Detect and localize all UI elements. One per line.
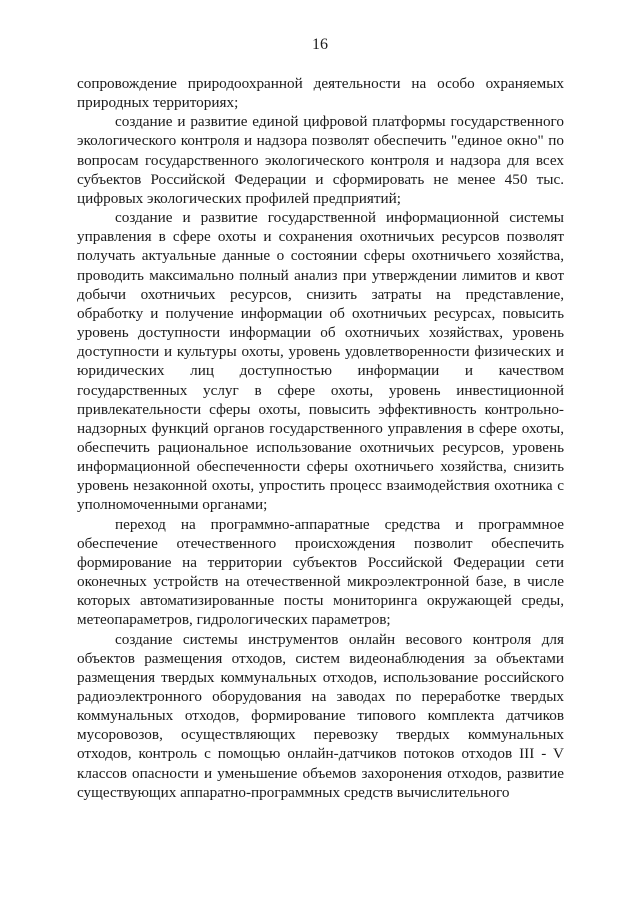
paragraph-hunting-information-system: создание и развитие государственной информационной системы управления в сфере охоты и сохранения охотничьих ресурсов позволят получать актуальные данные о состоянии сферы охотничьего хозяйства, проводить максимально полный анализ при утверждении лимитов и квот добычи охотничьих ресурсов, снизить затраты на представление, обработку и получение информации об охотничьих ресурсах, повысить уровень доступности информации об охотничьих хозяйствах, уровень доступности и культуры охоты, уровень удовлетворенности физических и юридических лиц доступностью информации и качеством государственных услуг в сфере охоты, уровень инвестиционной привлекательности сферы охоты, повысить эффективность контрольно-надзорных функций органов государственного управления в сфере охоты, обеспечить рациональное использование охотничьих ресурсов, уровень информационной обеспеченности сферы охотничьего хозяйства, снизить уровень незаконной охоты, упростить процесс взаимодействия охотника с уполномоченными органами; xyxy=(77,209,564,514)
paragraph-continuation: сопровождение природоохранной деятельности на особо охраняемых природных территориях; xyxy=(77,75,564,112)
paragraph-domestic-hardware-transition: переход на программно-аппаратные средства и программное обеспечение отечественного происхождения позволит обеспечить формирование на территории субъектов Российской Федерации сети оконечных устройств на отечественной микроэлектронной базе, в числе которых автоматизированные посты мониторинга окружающей среды, метеопараметров, гидрологических параметров; xyxy=(77,515,564,629)
paragraph-waste-weight-control: создание системы инструментов онлайн весового контроля для объектов размещения отходов, систем видеонаблюдения за объектами размещения твердых коммунальных отходов, использование российского радиоэлектронного оборудования на заводах по переработке твердых коммунальных отходов, формирование типового комплекта датчиков мусоровозов, осуществляющих перевозку твердых коммунальных отходов, контроль с помощью онлайн-датчиков потоков отходов III - V классов опасности и уменьшение объемов захоронения отходов, развитие существующих аппаратно-программных средств вычислительного xyxy=(77,630,564,801)
document-body xyxy=(77,74,564,802)
paragraph-ecological-control-platform: создание и развитие единой цифровой платформы государственного экологического контроля и надзора позволят обеспечить "единое окно" по вопросам государственного экологического контроля и надзора для всех субъектов Российской Федерации и сформировать не менее 450 тыс. цифровых экологических профилей предприятий; xyxy=(77,113,564,207)
page-number: 16 xyxy=(312,36,328,53)
